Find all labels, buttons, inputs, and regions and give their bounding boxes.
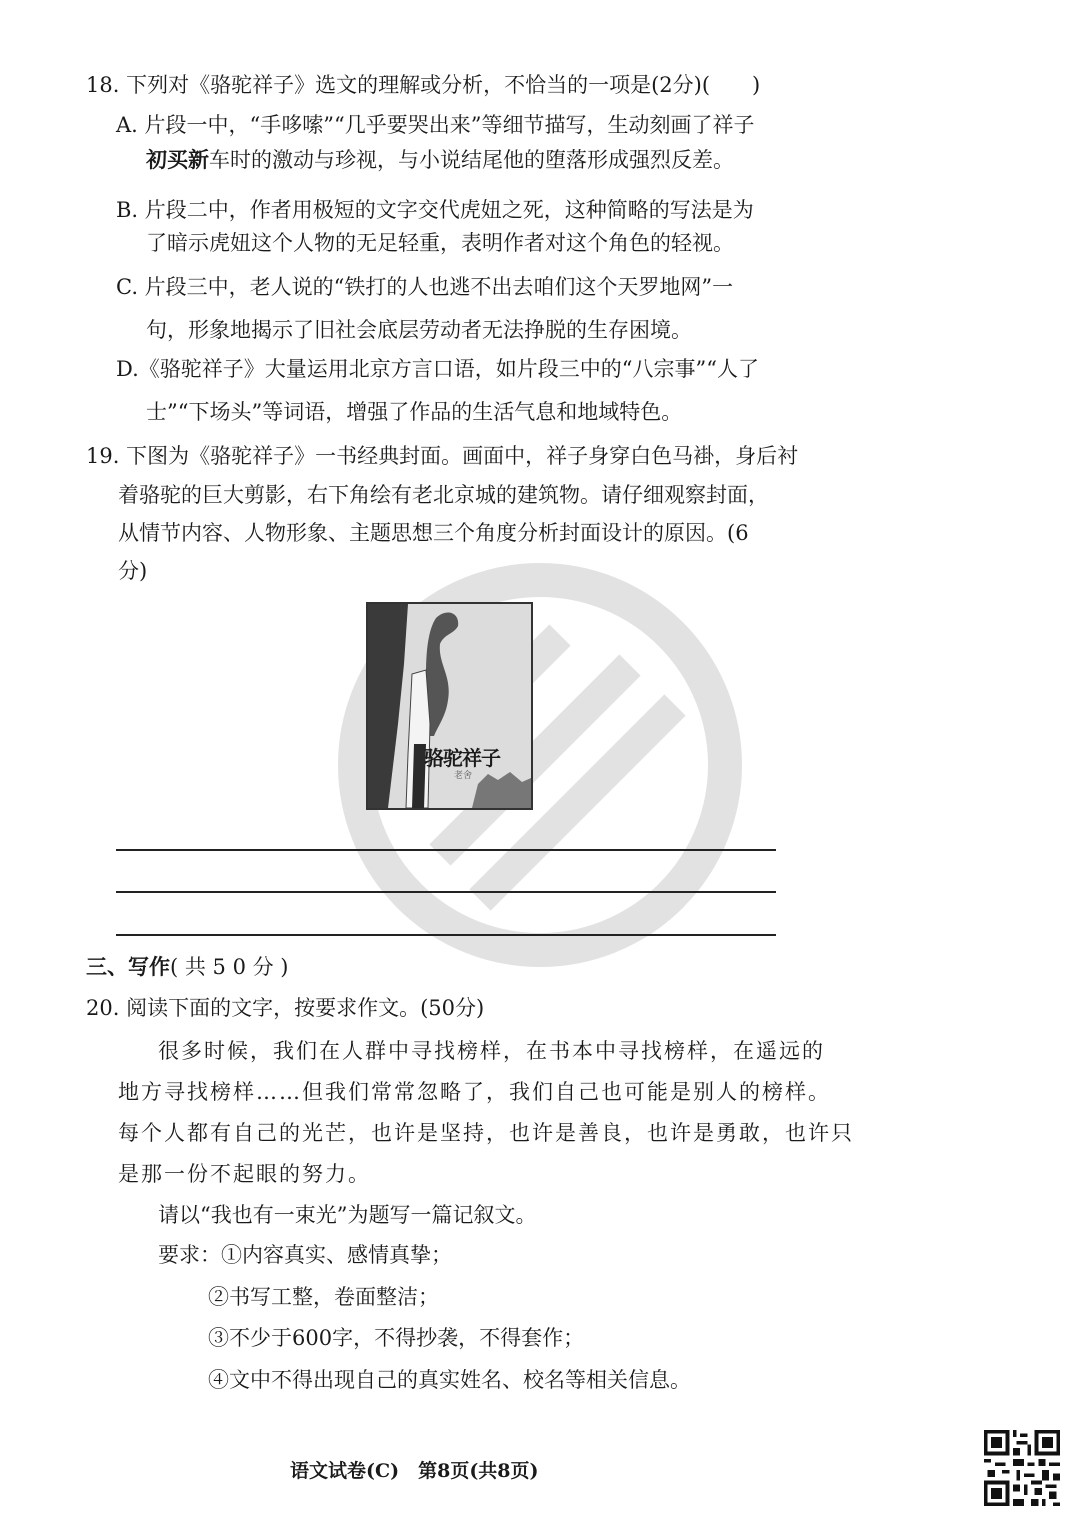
q19-line3: 从情节内容、人物形象、主题思想三个角度分析封面设计的原因。(6 — [118, 521, 749, 545]
q18-option-d-line1: D.《骆驼祥子》大量运用北京方言口语，如片段三中的“八宗事”“人了 — [116, 357, 759, 381]
q18-stem: 18. 下列对《骆驼祥子》选文的理解或分析，不恰当的一项是(2分)( ) — [86, 73, 761, 97]
section3-heading — [86, 952, 288, 982]
page-footer: 语文试卷(C) 第8页(共8页) — [290, 1460, 539, 1482]
q20-passage-line1: 很多时候，我们在人群中寻找榜样，在书本中寻找榜样，在遥远的 — [158, 1039, 825, 1063]
qr-code — [984, 1430, 1060, 1506]
q18-option-b-line2: 了暗示虎妞这个人物的无足轻重，表明作者对这个角色的轻视。 — [146, 231, 734, 255]
section3-points: ( 共 5 0 分 ) — [170, 955, 289, 979]
q18-option-b-line1: B. 片段二中，作者用极短的文字交代虎妞之死，这种简略的写法是为 — [116, 198, 754, 222]
q20-passage-line4: 是那一份不起眼的努力。 — [118, 1162, 371, 1186]
section3-label: 三、写作 — [86, 955, 170, 979]
bold-text: 初买新 — [146, 148, 209, 172]
q18-option-a-line2 — [146, 145, 734, 175]
q18-option-a-line1: A. 片段一中，“手哆嗦”“几乎要哭出来”等细节描写，生动刻画了祥子 — [116, 113, 755, 137]
q18-option-d-line2: 士”“下场头”等词语，增强了作品的生活气息和地域特色。 — [146, 400, 683, 424]
q20-requirement-2: ②书写工整，卷面整洁； — [208, 1285, 439, 1309]
answer-line — [116, 849, 776, 851]
q19-line1: 19. 下图为《骆驼祥子》一书经典封面。画面中，祥子身穿白色马褂，身后衬 — [86, 444, 799, 468]
q20-stem: 20. 阅读下面的文字，按要求作文。(50分) — [86, 996, 485, 1020]
q20-passage-line2: 地方寻找榜样……但我们常常忽略了，我们自己也可能是别人的榜样。 — [118, 1080, 831, 1104]
option-a-text: 车时的激动与珍视，与小说结尾他的堕落形成强烈反差。 — [209, 148, 734, 172]
q19-line2: 着骆驼的巨大剪影，右下角绘有老北京城的建筑物。请仔细观察封面， — [118, 483, 769, 507]
cover-title: 骆驼祥子 — [424, 746, 500, 770]
q18-option-c-line2: 句，形象地揭示了旧社会底层劳动者无法挣脱的生存困境。 — [146, 318, 692, 342]
answer-line — [116, 934, 776, 936]
cover-illustration — [368, 604, 531, 808]
cover-author: 老舍 — [454, 771, 473, 781]
answer-line — [116, 891, 776, 893]
book-cover-image — [366, 602, 533, 810]
q20-passage-line3: 每个人都有自己的光芒，也许是坚持，也许是善良，也许是勇敢，也许只 — [118, 1121, 854, 1145]
q20-requirement-4: ④文中不得出现自己的真实姓名、校名等相关信息。 — [208, 1368, 691, 1392]
q20-requirement-3: ③不少于600字，不得抄袭，不得套作； — [208, 1326, 585, 1350]
q18-option-c-line1: C. 片段三中，老人说的“铁打的人也逃不出去咱们这个天罗地网”一 — [116, 275, 734, 299]
q20-prompt: 请以“我也有一束光”为题写一篇记叙文。 — [158, 1203, 537, 1227]
q20-requirement-1: 要求：①内容真实、感情真挚； — [158, 1243, 452, 1267]
q19-line4: 分) — [118, 559, 148, 583]
